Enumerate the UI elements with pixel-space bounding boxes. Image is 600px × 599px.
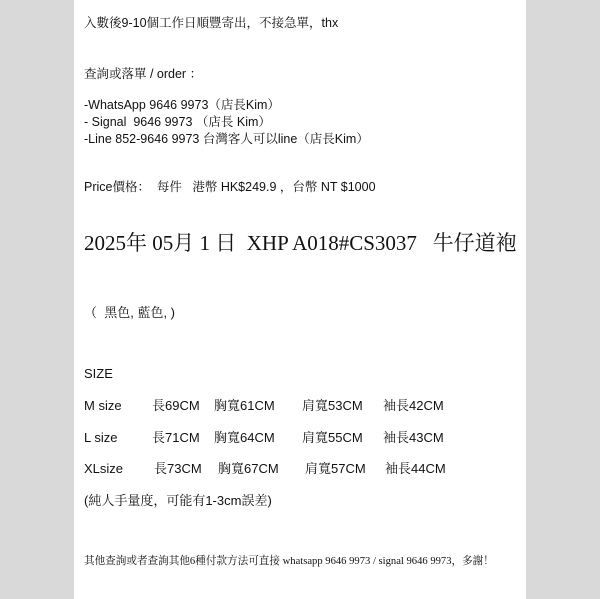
shipping-notice: 入數後9-10個工作日順豐寄出，不接急單，thx bbox=[84, 16, 339, 30]
size-sleeve: 袖長43CM bbox=[383, 430, 444, 445]
size-shoulder: 肩寬53CM bbox=[302, 398, 363, 413]
color-options: （ 黑色, 藍色, ) bbox=[84, 305, 176, 320]
size-chest: 胸寬64CM bbox=[214, 430, 275, 445]
size-shoulder: 肩寬55CM bbox=[302, 430, 363, 445]
size-length: 長69CM bbox=[152, 398, 200, 413]
order-heading: 查詢或落單 / order ： bbox=[84, 67, 203, 81]
size-label: M size bbox=[84, 398, 122, 413]
size-chest: 胸寬67CM bbox=[218, 461, 279, 476]
contact-whatsapp: -WhatsApp 9646 9973（店長Kim） bbox=[84, 98, 280, 112]
contact-signal: - Signal 9646 9973 （店長 Kim） bbox=[84, 115, 271, 129]
contact-line: -Line 852-9646 9973 台灣客人可以line（店長Kim） bbox=[84, 132, 369, 146]
footer-contact: 其他查詢或者查詢其他6種付款方法可直接 whatsapp 9646 9973 / signal 9646 9973，多謝！ bbox=[84, 556, 494, 567]
size-shoulder: 肩寬57CM bbox=[305, 461, 366, 476]
product-title: 2025年 05月 1 日 XHP A018#CS3037 牛仔道袍 bbox=[84, 231, 517, 255]
document-page bbox=[74, 0, 526, 599]
size-chest: 胸寬61CM bbox=[214, 398, 275, 413]
size-sleeve: 袖長42CM bbox=[383, 398, 444, 413]
price-text: Price價格： 每件 港幣 HK$249.9 ，台幣 NT $1000 bbox=[84, 180, 376, 194]
size-length: 長71CM bbox=[152, 430, 200, 445]
measurement-note: (純人手量度，可能有1-3cm誤差) bbox=[84, 493, 272, 508]
size-length: 長73CM bbox=[154, 461, 202, 476]
size-label: XLsize bbox=[84, 461, 124, 476]
size-heading: SIZE bbox=[84, 366, 113, 381]
size-sleeve: 袖長44CM bbox=[385, 461, 446, 476]
size-label: L size bbox=[84, 430, 118, 445]
